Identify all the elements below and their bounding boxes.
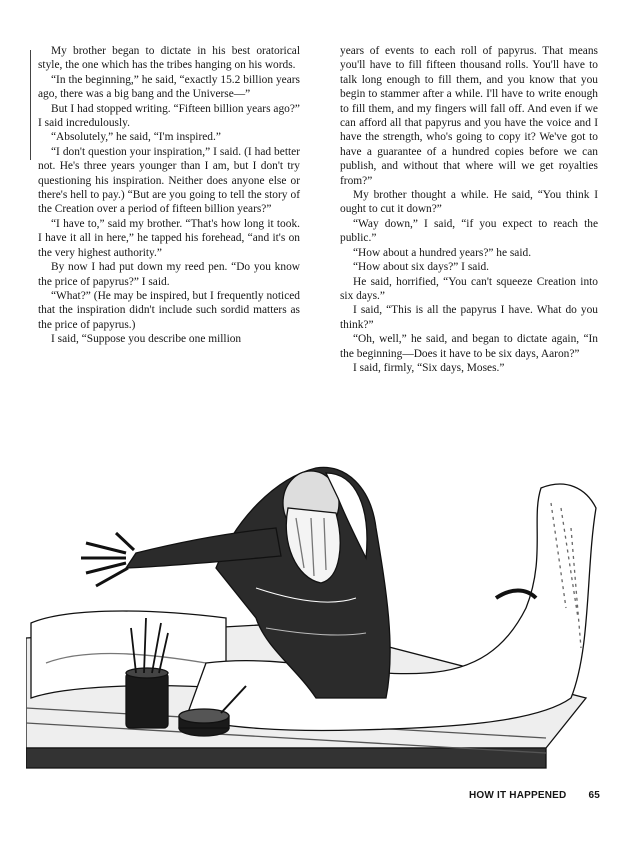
paragraph: I said, “Suppose you describe one million <box>51 333 242 346</box>
page-footer <box>0 790 600 801</box>
page-number: 65 <box>588 790 600 801</box>
paragraph: “What?” (He may be inspired, but I frequently noticed that the inspiration didn't include such sordid matters as the price of papyrus.) <box>38 289 300 331</box>
paragraph: “Way down,” I said, “if you expect to reach the public.” <box>340 217 598 245</box>
paragraph: “In the beginning,” he said, “exactly 15.2 billion years ago, there was a big bang and the Universe—” <box>38 73 300 101</box>
left-column <box>38 44 300 347</box>
paragraph: “How about six days?” I said. <box>353 261 490 274</box>
illustration-moses-dictating <box>26 448 606 778</box>
paragraph: He said, horrified, “You can't squeeze Creation into six days.” <box>340 275 598 302</box>
paragraph: “Absolutely,” he said, “I'm inspired.” <box>51 131 221 144</box>
paragraph: But I had stopped writing. “Fifteen billion years ago?” I said incredulously. <box>38 102 300 130</box>
paragraph: “I don't question your inspiration,” I said. (I had better not. He's three years younger than I am, but I don't try questioning his inspiration. Neither does anyone else or there's hell to pay.) “But are you going to tell the story of the Creation over a period of fifteen billion years?” <box>38 145 300 216</box>
right-column <box>340 44 598 375</box>
paragraph: “How about a hundred years?” he said. <box>353 246 532 259</box>
paragraph: years of events to each roll of papyrus. That means you'll have to fill fifteen thousand rolls. You'll have to talk long enough to fill them, and you know that you begin to stammer after a while. I'll have to write enough to fill them, and my fingers will fall off. And even if we can afford all that papyrus and you have the voice and I have the strength, who's going to copy it? We've got to have a guarantee of a hundred copies before we can publish, and without that where will we get royalties from?” <box>340 45 598 187</box>
margin-rule <box>30 50 31 160</box>
running-title: HOW IT HAPPENED <box>469 790 567 801</box>
paragraph: “I have to,” said my brother. “That's how long it took. I have it all in here,” he tapped his forehead, “and it's on the very highest authority.” <box>38 217 300 259</box>
paragraph: My brother began to dictate in his best oratorical style, the one which has the tribes hanging on his words. <box>38 45 300 72</box>
paragraph: My brother thought a while. He said, “You think I ought to cut it down?” <box>340 189 598 216</box>
paragraph: “Oh, well,” he said, and began to dictate again, “In the beginning—Does it have to be six days, Aaron?” <box>340 333 598 360</box>
paragraph: I said, “This is all the papyrus I have. What do you think?” <box>340 304 598 331</box>
paragraph: By now I had put down my reed pen. “Do you know the price of papyrus?” I said. <box>38 261 300 288</box>
paragraph: I said, firmly, “Six days, Moses.” <box>353 361 505 374</box>
